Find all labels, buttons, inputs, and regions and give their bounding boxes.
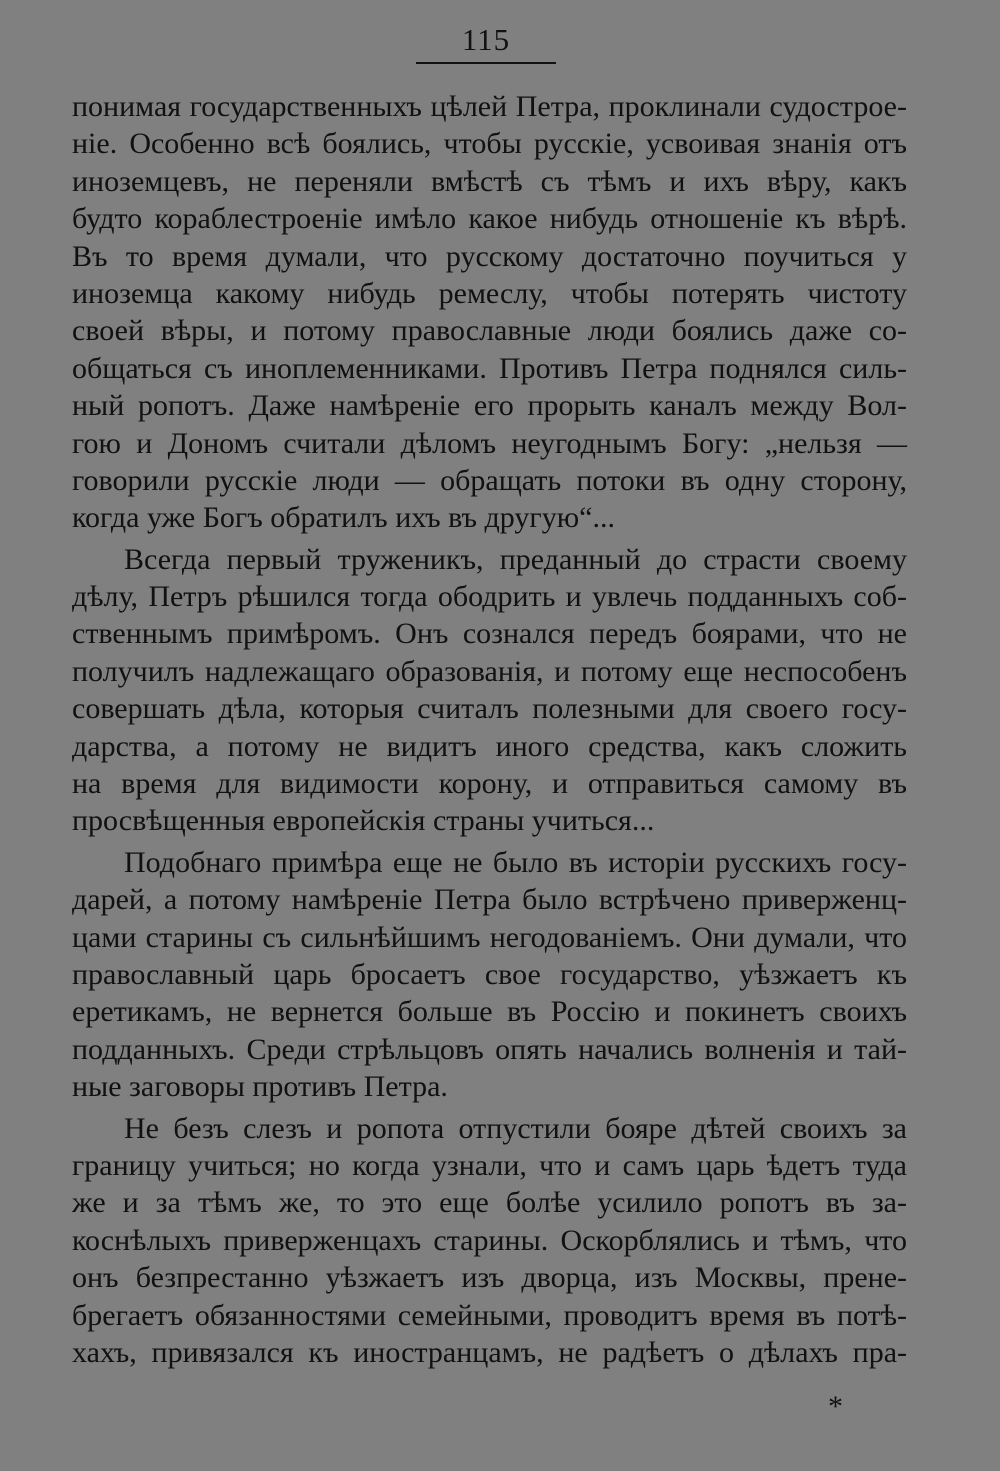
text-line: брегаетъ обязанностями семейными, проводитъ время въ потѣ- <box>72 1298 907 1332</box>
paragraph-3 <box>72 844 907 1106</box>
text-line: получилъ надлежащаго образованія, и потому еще неспособенъ <box>72 654 907 688</box>
text-line: православный царь бросаетъ свое государство, уѣзжаетъ къ <box>72 957 907 991</box>
text-line: общаться съ иноплеменниками. Противъ Петра поднялся силь- <box>72 351 907 385</box>
text-line: дарства, а потому не видитъ иного средства, какъ сложить <box>72 729 907 763</box>
text-line: когда уже Богъ обратилъ ихъ въ другую“... <box>72 501 615 535</box>
text-line: Не безъ слезъ и ропота отпустили бояре дѣтей своихъ за <box>124 1111 907 1145</box>
text-line: гою и Дономъ считали дѣломъ неугоднымъ Богу: „нельзя — <box>72 426 907 460</box>
text-line: цами старины съ сильнѣйшимъ негодованіемъ. Они думали, что <box>72 920 907 954</box>
body-text <box>72 88 907 1371</box>
text-line: Всегда первый труженикъ, преданный до страсти своему <box>124 542 907 576</box>
paragraph-4 <box>72 1110 907 1372</box>
text-line: иноземцевъ, не переняли вмѣстѣ съ тѣмъ и ихъ вѣру, какъ <box>72 164 907 198</box>
text-line: Въ то время думали, что русскому достаточно поучиться у <box>72 239 907 273</box>
text-line: совершать дѣла, которыя считалъ полезными для своего госу- <box>72 692 907 726</box>
text-line: еретикамъ, не вернется больше въ Россію и покинетъ своихъ <box>72 995 907 1029</box>
text-line: Подобнаго примѣра еще не было въ исторіи русскихъ госу- <box>124 845 907 879</box>
text-line: ніе. Особенно всѣ боялись, чтобы русскіе, усвоивая знанія отъ <box>72 127 907 161</box>
text-line: дарей, а потому намѣреніе Петра было встрѣчено приверженц- <box>72 883 907 917</box>
text-line: своей вѣры, и потому православные люди боялись даже со- <box>72 314 907 348</box>
text-line: границу учиться; но когда узнали, что и самъ царь ѣдетъ туда <box>72 1148 907 1182</box>
text-line: хахъ, привязался къ иностранцамъ, не радѣетъ о дѣлахъ пра- <box>72 1335 907 1369</box>
text-line: ный ропотъ. Даже намѣреніе его прорыть каналъ между Вол- <box>72 389 907 423</box>
text-line: коснѣлыхъ приверженцахъ старины. Оскорблялись и тѣмъ, что <box>72 1223 907 1257</box>
text-line: говорили русскіе люди — обращать потоки въ одну сторону, <box>72 463 907 497</box>
text-line: подданныхъ. Среди стрѣльцовъ опять начались волненія и тай- <box>72 1032 907 1066</box>
signature-mark: * <box>828 1390 843 1423</box>
text-line: просвѣщенныя европейскія страны учиться... <box>72 804 655 838</box>
paragraph-2 <box>72 541 907 840</box>
page-number-rule <box>416 62 556 64</box>
text-line: дѣлу, Петръ рѣшился тогда ободрить и увлечь подданныхъ соб- <box>72 580 907 614</box>
page-number: 115 <box>461 22 511 57</box>
text-line: онъ безпрестанно уѣзжаетъ изъ дворца, изъ Москвы, прене- <box>72 1261 907 1295</box>
text-line: понимая государственныхъ цѣлей Петра, проклинали судострое- <box>72 90 907 123</box>
text-line: иноземца какому нибудь ремеслу, чтобы потерять чистоту <box>72 276 907 310</box>
text-line: же и за тѣмъ же, то это еще болѣе усилило ропотъ въ за- <box>72 1186 907 1220</box>
text-line: на время для видимости корону, и отправиться самому въ <box>72 767 907 801</box>
paragraph-1 <box>72 88 907 537</box>
text-line: будто кораблестроеніе имѣло какое нибудь отношеніе къ вѣрѣ. <box>72 202 907 236</box>
text-line: ственнымъ примѣромъ. Онъ сознался передъ боярами, что не <box>72 617 907 651</box>
text-line: ные заговоры противъ Петра. <box>72 1070 448 1104</box>
